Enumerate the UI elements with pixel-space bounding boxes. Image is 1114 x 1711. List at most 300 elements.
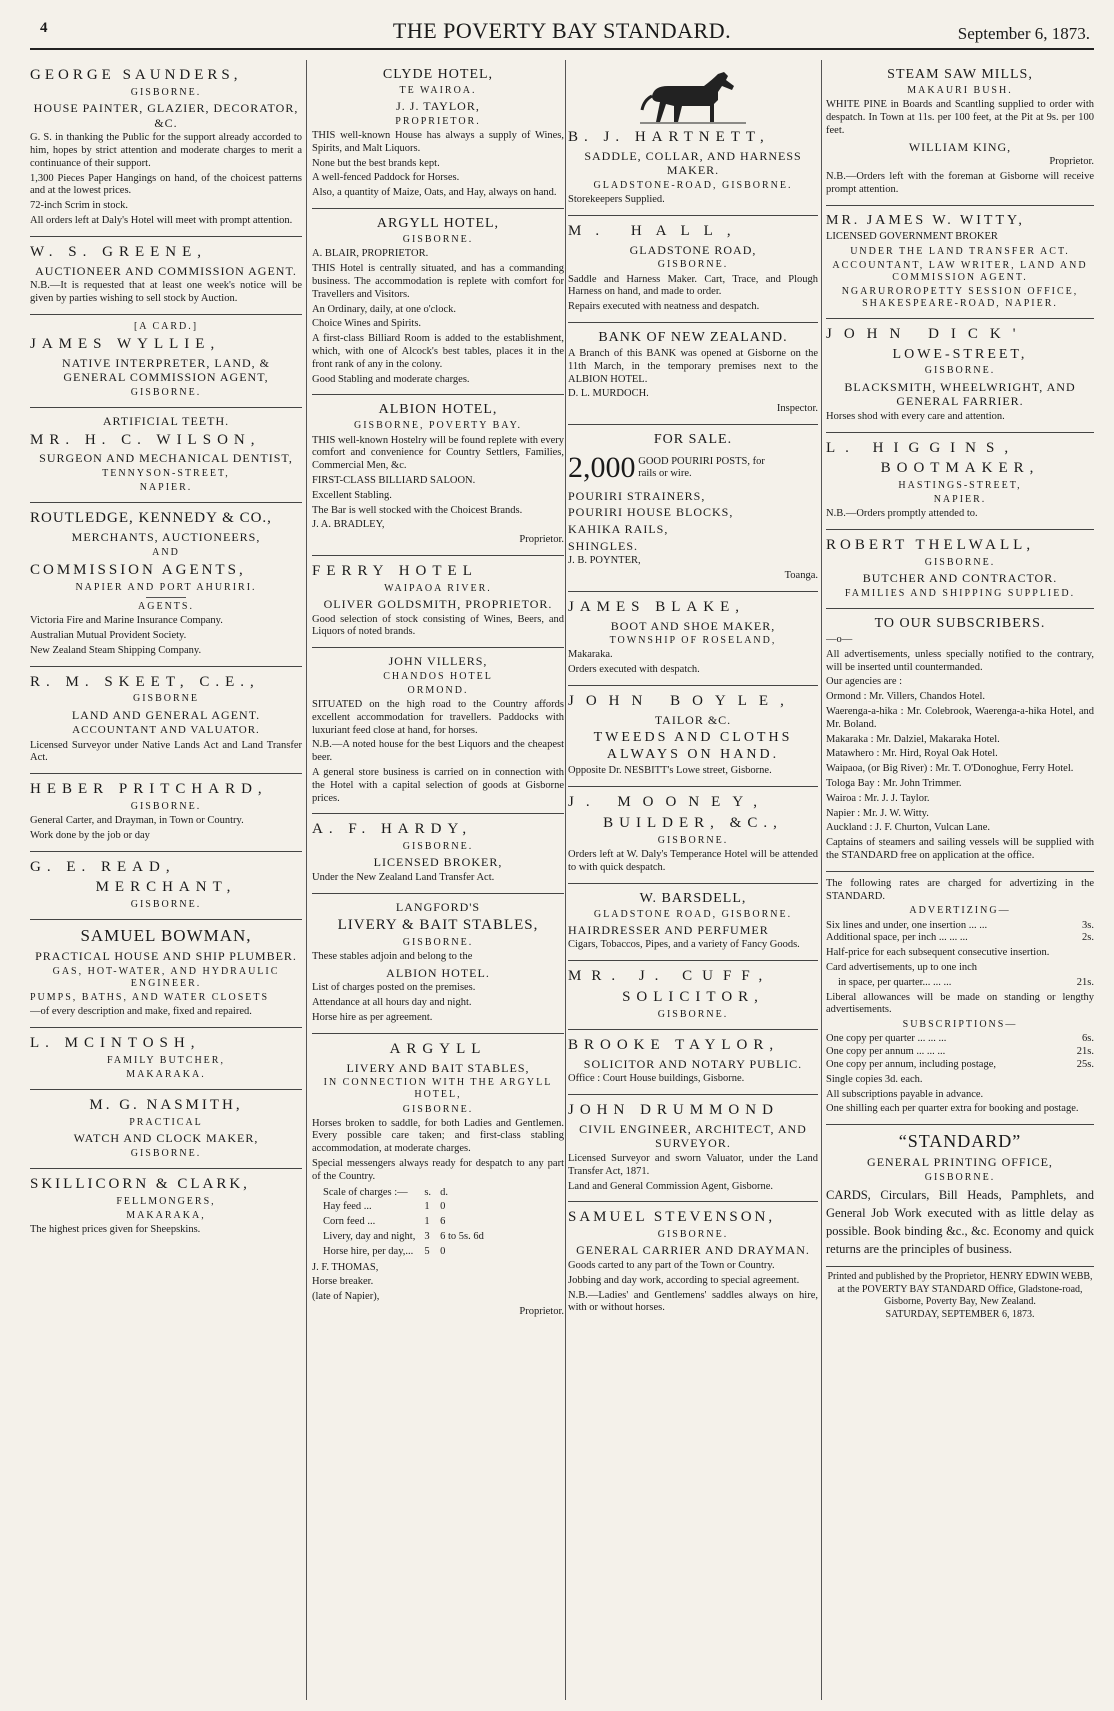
- agency-item: Napier : Mr. J. W. Witty.: [826, 807, 929, 819]
- ad-body: SITUATED on the high road to the Country affords excellent accommodation for travellers. Paddocks with luxuriant feed close at hand, for horses.: [312, 699, 564, 736]
- scale-item: Hay feed ...: [323, 1201, 372, 1213]
- ad-street: LOWE-STREET,: [892, 347, 1028, 363]
- ad-note: Work done by the job or day: [30, 829, 150, 841]
- ad-place: ORMOND.: [407, 684, 469, 696]
- rate-row: [826, 1046, 1094, 1059]
- ad-wyllie: [30, 315, 302, 408]
- imprint: [826, 1267, 1094, 1327]
- ad-place: GISBORNE.: [130, 386, 202, 398]
- ad-name: JAMES WYLLIE,: [30, 335, 221, 352]
- ad-name: STEAM SAW MILLS,: [887, 67, 1033, 82]
- ad-note: N.B.—Orders left with the foreman at Gisborne will receive prompt attention.: [826, 171, 1094, 195]
- ad-trade-2: GAS, HOT-WATER, AND HYDRAULIC ENGINEER.: [52, 965, 280, 989]
- ad-trade: PRACTICAL: [129, 1116, 203, 1128]
- column-rule: [565, 60, 566, 1700]
- ad-printing-office: [826, 1125, 1094, 1267]
- scale-row: [322, 1200, 485, 1215]
- ad-note: Horses shod with every care and attention.: [826, 410, 1005, 422]
- ad-trade: BOOT AND SHOE MAKER,: [610, 618, 776, 633]
- ad-attendance: Attendance at all hours day and night.: [312, 997, 472, 1009]
- ad-name: W. BARSDELL,: [639, 890, 747, 906]
- ad-wilson: [30, 408, 302, 503]
- rate-row: [826, 977, 1094, 990]
- rates-advance: All subscriptions payable in advance.: [826, 1088, 984, 1100]
- rate-row: [826, 932, 1094, 945]
- scale-d: 6: [440, 1216, 446, 1228]
- ad-place: GISBORNE.: [402, 234, 474, 246]
- ad-name: BROOKE TAYLOR,: [568, 1036, 780, 1053]
- ad-place: TOWNSHIP OF ROSELAND,: [609, 635, 777, 647]
- ad-store: A general store business is carried on in connection with the Hotel with a capital selection of goods at Gisborne prices.: [312, 767, 564, 804]
- ad-name: M. HALL,: [568, 222, 745, 239]
- ad-ordinary: An Ordinary, daily, at one o'clock.: [312, 303, 456, 315]
- ad-trade: FELLMONGERS,: [116, 1195, 216, 1207]
- rate-price: 21s.: [1076, 976, 1094, 988]
- ad-mcintosh: [30, 1028, 302, 1090]
- scale-label: Scale of charges :—: [323, 1186, 408, 1198]
- ad-body: All advertisements, unless specially notified to the contrary, will be inserted until countermanded.: [826, 648, 1094, 673]
- ad-name: MR. JAMES W. WITTY,: [826, 212, 1025, 228]
- agent-item: New Zealand Steam Shipping Company.: [30, 644, 202, 656]
- ad-body: THIS well-known Hostelry will be found replete with every comfort and convenience for Country Settlers, Families, Commercial Men, &c.: [312, 434, 564, 472]
- ad-name: LANGFORD'S: [395, 899, 481, 914]
- ad-office: NGARUROROPETTY SESSION OFFICE, SHAKESPEARE-ROAD, NAPIER.: [841, 286, 1079, 310]
- scale-s: 1: [424, 1201, 430, 1213]
- ad-proprietor-label: Proprietor.: [1049, 156, 1094, 168]
- ad-trade: BUILDER, &C.,: [603, 815, 783, 831]
- ad-place: GISBORNE.: [130, 1147, 202, 1159]
- ad-name: R. M. SKEET, C.E.,: [30, 673, 260, 690]
- agent-item: Australian Mutual Provident Society.: [30, 629, 187, 641]
- ad-hotel: CHANDOS HOTEL: [383, 670, 493, 682]
- ad-name: JOHN DRUMMOND: [568, 1102, 779, 1119]
- ad-trade: LICENSED GOVERNMENT BROKER: [826, 230, 998, 242]
- ad-trade: SURGEON AND MECHANICAL DENTIST,: [39, 451, 293, 466]
- ad-name: ROUTLEDGE, KENNEDY & CO.,: [30, 510, 272, 527]
- ad-drummond: [568, 1095, 818, 1202]
- ad-stabling: Excellent Stabling.: [312, 489, 392, 501]
- ad-skillicorn: [30, 1169, 302, 1245]
- rate-price: 21s.: [1076, 1046, 1094, 1058]
- ad-trade: LICENSED BROKER,: [373, 855, 503, 870]
- ad-place: NAPIER AND PORT AHURIRI.: [75, 581, 257, 593]
- ad-place: GISBORNE.: [924, 1171, 996, 1183]
- ad-trade: BOOTMAKER,: [880, 460, 1040, 477]
- agency-item: Waipaoa, (or Big River) : Mr. T. O'Donoghue, Ferry Hotel.: [826, 763, 1074, 775]
- ad-place: GISBORNE.: [130, 800, 202, 812]
- scale-head-d: d.: [440, 1186, 448, 1198]
- ad-scrim: 72-inch Scrim in stock.: [30, 200, 128, 212]
- ad-office: Office : Court House buildings, Gisborne.: [568, 1073, 745, 1085]
- ad-place: GISBORNE.: [657, 259, 729, 271]
- ad-name: A. F. HARDY,: [312, 821, 473, 838]
- ad-body: Cigars, Tobaccos, Pipes, and a variety of Fancy Goods.: [568, 939, 800, 951]
- rate-item: One copy per annum ... ... ...: [826, 1046, 946, 1058]
- scale-item: Corn feed ...: [323, 1216, 376, 1228]
- ad-trade: LIVERY AND BAIT STABLES,: [346, 1060, 530, 1075]
- ad-name: SAMUEL STEVENSON,: [568, 1209, 776, 1226]
- ad-note: Orders left at W. Daly's Temperance Hotel will be attended to with quick despatch.: [568, 848, 818, 873]
- ad-place: NAPIER.: [139, 482, 193, 494]
- ad-hall: [568, 216, 818, 323]
- ad-body: Licensed Surveyor and sworn Valuator, under the Land Transfer Act, 1871.: [568, 1153, 818, 1177]
- ad-trade: GENERAL CARRIER AND DRAYMAN.: [576, 1243, 810, 1258]
- ad-proprietor: J. J. TAYLOR,: [396, 99, 480, 114]
- ad-name: SKILLICORN & CLARK,: [30, 1175, 250, 1192]
- column-1: [30, 60, 302, 1700]
- ad-trade: LAND AND GENERAL AGENT.: [71, 707, 261, 722]
- ad-name: CLYDE HOTEL,: [382, 67, 494, 82]
- ad-wines: Choice Wines and Spirits.: [312, 318, 422, 330]
- ad-argyll-hotel: [312, 209, 564, 395]
- ad-messengers: Special messengers always ready for despatch to any part of the Country.: [312, 1158, 564, 1182]
- ad-note: The highest prices given for Sheepskins.: [30, 1224, 201, 1236]
- rates-adv-label: ADVERTIZING—: [909, 905, 1011, 917]
- ad-note: N.B.—Orders promptly attended to.: [826, 508, 978, 520]
- ad-card: [A CARD.]: [133, 320, 199, 332]
- sale-item-line: SHINGLES.: [568, 538, 639, 553]
- ad-stock: 1,300 Pieces Paper Hangings on hand, of the choicest patterns and at the lowest prices.: [30, 172, 302, 197]
- rate-price: 3s.: [1082, 919, 1094, 931]
- ad-name: G. E. READ,: [30, 858, 176, 875]
- ad-bowman: [30, 920, 302, 1028]
- scale-d: 0: [440, 1201, 446, 1213]
- ad-trade: AUCTIONEER AND COMMISSION AGENT.: [35, 263, 297, 278]
- ad-proprietor-label: Proprietor.: [519, 534, 564, 546]
- ad-trade: MERCHANT,: [95, 879, 237, 896]
- ad-name: JOHN VILLERS,: [388, 654, 488, 669]
- ad-place: MAKAURI BUSH.: [907, 85, 1013, 97]
- ad-body: Good selection of stock consisting of Wines, Beers, and Liquors of noted brands.: [312, 613, 564, 638]
- ad-stabling: Good Stabling and moderate charges.: [312, 373, 470, 385]
- masthead: [30, 18, 1094, 50]
- ad-note: N.B.—It is requested that at least one week's notice will be given by parties wishing to sell stock by Auction.: [30, 280, 302, 304]
- ad-street: HASTINGS-STREET,: [898, 480, 1022, 492]
- column-4: [826, 60, 1094, 1700]
- ad-trade: SOLICITOR,: [622, 988, 764, 1005]
- ad-hartnett: [568, 60, 818, 216]
- ad-saw-mills: [826, 60, 1094, 206]
- ad-ferry-hotel: [312, 556, 564, 648]
- ad-place-2: Makaraka.: [568, 649, 613, 661]
- column-rule: [821, 60, 822, 1700]
- scale-row: [322, 1230, 485, 1245]
- agency-item: Ormond : Mr. Villers, Chandos Hotel.: [826, 691, 986, 703]
- rates-extra: One shilling each per quarter extra for booking and postage.: [826, 1103, 1079, 1115]
- ad-rates: [826, 872, 1094, 1125]
- ad-captains: Captains of steamers and sailing vessels will be supplied with the STANDARD free on application at the office.: [826, 837, 1094, 861]
- ad-place: GISBORNE.: [130, 899, 202, 911]
- rate-item: One copy per annum, including postage,: [826, 1058, 996, 1070]
- ad-inspector: D. L. MURDOCH.: [568, 388, 649, 400]
- ad-trade: HAIRDRESSER AND PERFUMER: [568, 922, 769, 937]
- ad-name: JOHN BOYLE,: [568, 692, 796, 709]
- ad-stock: TWEEDS AND CLOTHS ALWAYS ON HAND.: [593, 730, 793, 763]
- ad-place: GISBORNE.: [924, 365, 996, 377]
- ad-trade: TAILOR &C.: [654, 712, 732, 727]
- ad-place: GISBORNE, POVERTY BAY.: [353, 420, 523, 432]
- ad-act: Under the New Zealand Land Transfer Act.: [312, 872, 495, 884]
- ad-name: ARGYLL: [389, 1040, 487, 1057]
- column-3: [568, 60, 818, 1700]
- ad-trade: NATIVE INTERPRETER, LAND, & GENERAL COMMISSION AGENT,: [62, 355, 270, 385]
- ad-saunders: [30, 60, 302, 237]
- sale-qty: 2,000: [568, 451, 636, 485]
- ad-skeet: [30, 667, 302, 775]
- ad-body: Horses broken to saddle, for both Ladies and Gentlemen. Every possible care taken; and first-class stabling accommodation, at moderate charges.: [312, 1117, 564, 1155]
- ad-name: MR. H. C. WILSON,: [30, 431, 261, 448]
- ad-name: HEBER PRITCHARD,: [30, 781, 268, 798]
- ad-seller-place: Toanga.: [784, 569, 818, 581]
- rates-halfprice: Half-price for each subsequent consecutive insertion.: [826, 947, 1050, 959]
- ad-body: A Branch of this BANK was opened at Gisborne on the 11th March, in the temporary premises next to the ALBION HOTEL.: [568, 348, 818, 385]
- ad-boyle: [568, 686, 818, 787]
- ad-blake: [568, 592, 818, 686]
- scale-row: [322, 1245, 485, 1260]
- ad-trade: General Carter, and Drayman, in Town or Country.: [30, 815, 244, 827]
- ad-paddock: A well-fenced Paddock for Horses.: [312, 172, 460, 184]
- ad-place: Opposite Dr. NESBITT's Lowe street, Gisborne.: [568, 765, 772, 777]
- ad-trade: MERCHANTS, AUCTIONEERS,: [71, 530, 261, 545]
- ad-hardy: [312, 814, 564, 893]
- ad-bank: [568, 323, 818, 425]
- ad-place: GISBORNE.: [130, 86, 202, 98]
- ad-dick: [826, 319, 1094, 432]
- ad-name: JAMES BLAKE,: [568, 598, 746, 615]
- rates-intro: The following rates are charged for advertizing in the STANDARD.: [826, 877, 1094, 902]
- ad-name: JOHN DICK': [826, 326, 1028, 343]
- ad-street: GLADSTONE ROAD,: [629, 242, 757, 257]
- ad-subscribers: [826, 609, 1094, 872]
- ad-note: N.B.—A noted house for the best Liquors and the cheapest beer.: [312, 739, 564, 764]
- agency-item: Waerenga-a-hika : Mr. Colebrook, Waerenga-a-hika Hotel, and Mr. Boland.: [826, 706, 1094, 730]
- ad-langford: [312, 894, 564, 1034]
- scale-d: 0: [440, 1245, 446, 1257]
- ad-place: NAPIER.: [933, 494, 987, 506]
- ad-trade: BLACKSMITH, WHEELWRIGHT, AND GENERAL FARRIER.: [844, 379, 1076, 409]
- ad-higgins: [826, 433, 1094, 531]
- sale-item: GOOD POURIRI POSTS, for rails or wire.: [638, 455, 765, 480]
- rate-item: Six lines and under, one insertion ... ...: [826, 919, 988, 931]
- ad-trade-2: WATCH AND CLOCK MAKER,: [73, 1131, 259, 1146]
- ad-proprietor-note: (late of Napier),: [312, 1291, 380, 1303]
- separator: —o—: [826, 634, 853, 646]
- ad-name: W. S. GREENE,: [30, 243, 208, 260]
- agency-item: Tologa Bay : Mr. John Trimmer.: [826, 778, 962, 790]
- rate-row: [826, 1059, 1094, 1072]
- ad-body: G. S. in thanking the Public for the support already accorded to him, hopes by strict attention and moderate charges to merit a continuance of their support.: [30, 132, 302, 169]
- ad-trade: SADDLE, COLLAR, AND HARNESS MAKER.: [584, 148, 802, 178]
- ad-name: M. G. NASMITH,: [89, 1097, 243, 1114]
- scale-s: 3: [424, 1231, 430, 1243]
- ad-proprietor: J. A. BRADLEY,: [312, 519, 385, 531]
- scale-s: 5: [424, 1245, 430, 1257]
- ad-proprietor-role: Horse breaker.: [312, 1276, 374, 1288]
- rates-card: Card advertisements, up to one inch: [826, 961, 978, 973]
- ad-greene: [30, 237, 302, 315]
- rate-row: [826, 1033, 1094, 1046]
- ad-name: ARGYLL HOTEL,: [376, 216, 500, 232]
- ad-name: MR. J. CUFF,: [568, 968, 773, 985]
- ad-note: N.B.—Ladies' and Gentlemens' saddles always on hire, with or without horses.: [568, 1289, 818, 1314]
- rate-item: Additional space, per inch ... ... ...: [826, 932, 968, 944]
- rates-single: Single copies 3d. each.: [826, 1073, 923, 1085]
- sale-item-line: POURIRI HOUSE BLOCKS,: [568, 505, 734, 520]
- ad-read: [30, 852, 302, 921]
- ad-orders: All orders left at Daly's Hotel will meet with prompt attention.: [30, 214, 293, 226]
- ad-mooney: [568, 787, 818, 883]
- imprint-date: SATURDAY, SEPTEMBER 6, 1873.: [885, 1308, 1035, 1320]
- ad-billiard: FIRST-CLASS BILLIARD SALOON.: [312, 474, 476, 486]
- rate-item: in space, per quarter... ... ...: [838, 976, 952, 988]
- ad-bar: The Bar is well stocked with the Choicest Brands.: [312, 504, 523, 516]
- ad-name: ALBION HOTEL,: [378, 402, 498, 418]
- ad-note: —of every description and make, fixed and repaired.: [30, 1006, 252, 1018]
- ad-place: GISBORNE.: [657, 1008, 729, 1020]
- ad-street: TENNYSON-STREET,: [102, 468, 230, 480]
- ad-note: Orders executed with despatch.: [568, 664, 700, 676]
- ad-trade-2: ACCOUNTANT AND VALUATOR.: [72, 724, 260, 737]
- ad-jobbing: Jobbing and day work, according to special agreement.: [568, 1274, 800, 1286]
- ad-chandos-hotel: [312, 648, 564, 814]
- ad-trade-2: COMMISSION AGENTS,: [30, 562, 246, 579]
- sale-item-line: KAHIKA RAILS,: [568, 521, 669, 536]
- ad-name: B. J. HARTNETT,: [568, 129, 770, 145]
- rate-price: 2s.: [1082, 932, 1094, 944]
- page-number: 4: [40, 20, 48, 36]
- column-2: [312, 60, 564, 1700]
- ad-trade: GENERAL PRINTING OFFICE,: [867, 1155, 1053, 1170]
- rate-price: 25s.: [1076, 1058, 1094, 1070]
- rate-price: 6s.: [1082, 1033, 1094, 1045]
- agency-item: Makaraka : Mr. Dalziel, Makaraka Hotel.: [826, 733, 1000, 745]
- ad-agent: Land and General Commission Agent, Gisborne.: [568, 1180, 774, 1192]
- ad-place: TE WAIROA.: [399, 85, 477, 97]
- ad-body: CARDS, Circulars, Bill Heads, Pamphlets, and General Job Work executed with as little delay as possible. Book binding &c., &c. Economy and quick returns are the principles of business.: [826, 1187, 1094, 1257]
- ad-proprietor-label: PROPRIETOR.: [395, 115, 481, 127]
- ad-name: L. MCINTOSH,: [30, 1035, 201, 1052]
- ad-proprietor: A. BLAIR, PROPRIETOR.: [312, 248, 429, 260]
- ad-name: J. MOONEY,: [568, 794, 769, 811]
- ad-billiard: A first-class Billiard Room is added to the establishment, which, with one of Alcock's best tables, places it in the front rank of any in the colony.: [312, 333, 564, 370]
- ad-trade: LIVERY & BAIT STABLES,: [337, 917, 539, 934]
- ad-note: FAMILIES AND SHIPPING SUPPLIED.: [844, 587, 1076, 599]
- ad-trade: HOUSE PAINTER, GLAZIER, DECORATOR, &C.: [33, 100, 299, 130]
- ad-cuff: [568, 961, 818, 1030]
- ad-brands: None but the best brands kept.: [312, 157, 440, 169]
- ad-charges: List of charges posted on the premises.: [312, 982, 476, 994]
- ad-trade-3: PUMPS, BATHS, AND WATER CLOSETS: [30, 992, 270, 1004]
- scale-head-s: s.: [424, 1186, 432, 1198]
- ad-hotel: ALBION HOTEL.: [386, 965, 490, 980]
- ad-place: GLADSTONE ROAD, GISBORNE.: [593, 908, 793, 920]
- ad-place: MAKARAKA.: [126, 1069, 206, 1080]
- ad-name: FOR SALE.: [653, 432, 733, 447]
- ad-name: “STANDARD”: [898, 1131, 1022, 1152]
- ad-place: MAKARAKA,: [126, 1209, 206, 1221]
- ad-brooke-taylor: [568, 1030, 818, 1095]
- ad-and: AND: [152, 546, 180, 558]
- issue-date: September 6, 1873.: [957, 24, 1090, 43]
- ad-heading: ARTIFICIAL TEETH.: [102, 414, 230, 429]
- ad-act: UNDER THE LAND TRANSFER ACT.: [850, 245, 1070, 257]
- ad-nasmith: [30, 1090, 302, 1169]
- ad-pritchard: [30, 774, 302, 852]
- ad-place: GISBORNE.: [657, 1229, 729, 1241]
- ad-horse: Horse hire as per agreement.: [312, 1011, 433, 1023]
- ad-trade: BUTCHER AND CONTRACTOR.: [862, 571, 1058, 586]
- ad-note: Storekeepers Supplied.: [568, 194, 665, 206]
- agency-item: Matawhero : Mr. Hird, Royal Oak Hotel.: [826, 748, 998, 760]
- imprint-text: Printed and published by the Proprietor, HENRY EDWIN WEBB, at the POVERTY BAY STANDARD Office, Gladstone-road, Gisborne, Poverty Bay, New Zealand.: [827, 1271, 1093, 1308]
- ad-clyde-hotel: [312, 60, 564, 209]
- ad-name: TO OUR SUBSCRIBERS.: [874, 615, 1046, 631]
- ad-name: FERRY HOTEL: [312, 562, 478, 579]
- scale-row: [322, 1215, 485, 1230]
- agency-item: Auckland : J. F. Churton, Vulcan Lane.: [826, 822, 990, 834]
- ad-body: THIS Hotel is centrally situated, and has a commanding business. The accommodation is replete with comfort for Travellers and Visitors.: [312, 263, 564, 300]
- ad-name: GEORGE SAUNDERS,: [30, 67, 242, 83]
- ad-albion-hotel: [312, 395, 564, 556]
- ad-place: GISBORNE.: [402, 1103, 474, 1115]
- scale-header-row: [322, 1186, 485, 1201]
- ad-name: SAMUEL BOWMAN,: [80, 926, 252, 946]
- ad-trade: PRACTICAL HOUSE AND SHIP PLUMBER.: [35, 949, 297, 964]
- ad-proprietor: J. F. THOMAS,: [312, 1261, 379, 1273]
- scale-s: 1: [424, 1216, 430, 1228]
- ad-connection: IN CONNECTION WITH THE ARGYLL HOTEL,: [323, 1077, 553, 1101]
- ad-body: Goods carted to any part of the Town or Country.: [568, 1260, 775, 1272]
- agents-label: AGENTS.: [138, 600, 194, 612]
- ad-trade: SOLICITOR AND NOTARY PUBLIC.: [583, 1056, 803, 1071]
- column-rule: [306, 60, 307, 1700]
- ad-barsdell: [568, 884, 818, 962]
- ad-stock: Also, a quantity of Maize, Oats, and Hay, always on hand.: [312, 187, 557, 199]
- rate-row: [826, 920, 1094, 933]
- ad-proprietor: OLIVER GOLDSMITH, PROPRIETOR.: [323, 596, 553, 611]
- rates-subs-label: SUBSCRIPTIONS—: [902, 1019, 1018, 1031]
- ad-place: GISBORNE.: [402, 841, 474, 853]
- ad-body: WHITE PINE in Boards and Scantling supplied to order with despatch. In Town at 11s. per 100 feet, at the Pit at 9s. per 100 feet.: [826, 99, 1094, 136]
- ad-proprietor-label: Proprietor.: [519, 1306, 564, 1318]
- ad-inspector-label: Inspector.: [776, 403, 818, 415]
- ad-repairs: Repairs executed with neatness and despatch.: [568, 301, 760, 313]
- rates-liberal: Liberal allowances will be made on standing or lengthy advertisements.: [826, 991, 1094, 1016]
- agent-item: Victoria Fire and Marine Insurance Company.: [30, 615, 223, 627]
- ad-witty: [826, 206, 1094, 320]
- sale-item-line: POURIRI STRAINERS,: [568, 488, 706, 503]
- ad-body: Saddle and Harness Maker. Cart, Trace, and Plough Harness on hand, and made to order.: [568, 273, 818, 298]
- ad-body: THIS well-known House has always a supply of Wines, Spirits, and Malt Liquors.: [312, 130, 564, 154]
- scale-item: Livery, day and night,: [323, 1231, 416, 1243]
- ad-for-sale: [568, 425, 818, 592]
- ad-proprietor: WILLIAM KING,: [908, 139, 1012, 154]
- scale-of-charges: [322, 1186, 485, 1260]
- ad-place: GISBORNE: [132, 693, 199, 705]
- divider: [146, 597, 186, 598]
- ad-note: Licensed Surveyor under Native Lands Act and Land Transfer Act.: [30, 739, 302, 764]
- newspaper-title: THE POVERTY BAY STANDARD.: [392, 18, 732, 43]
- ad-place: GISBORNE.: [402, 936, 474, 948]
- ad-name: BANK OF NEW ZEALAND.: [598, 329, 788, 345]
- ad-thelwall: [826, 530, 1094, 609]
- ad-argyll-stables: [312, 1034, 564, 1327]
- ad-body: These stables adjoin and belong to the: [312, 950, 473, 962]
- ad-place: WAIPAOA RIVER.: [384, 582, 492, 594]
- ad-place: GISBORNE.: [657, 834, 729, 846]
- ad-name: ROBERT THELWALL,: [826, 537, 1035, 554]
- ad-trade: FAMILY BUTCHER,: [107, 1054, 225, 1066]
